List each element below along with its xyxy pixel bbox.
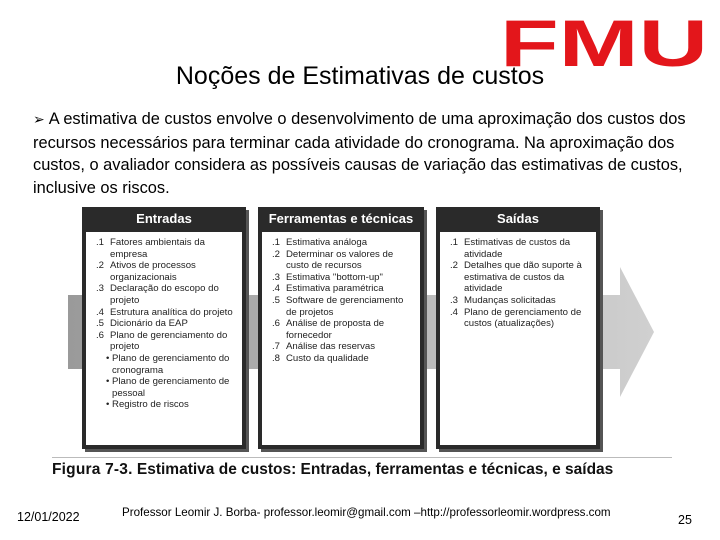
slide-title-text: Noções de Estimativas de custos — [175, 62, 545, 90]
page-number: 25 — [678, 513, 692, 527]
list-item: .3 Declaração do escopo do projeto — [95, 283, 219, 306]
column-list — [440, 232, 596, 445]
column-ferramentas — [258, 207, 424, 449]
footer-credits: Professor Leomir J. Borba- professor.leomir@gmail.com –http://professorleomir.wordpress.com — [122, 506, 611, 519]
column-header: Saídas — [497, 211, 539, 226]
list-item: .2 Determinar os valores de custo de recursos — [271, 248, 394, 272]
list-item: .5 Software de gerenciamento de projetos — [271, 294, 404, 318]
fmu-logo-text: FMU — [500, 14, 708, 70]
caption-label: Figura 7-3. — [52, 461, 133, 478]
list-item: .3 Mudanças solicitadas — [449, 294, 556, 306]
list-item: .8 Custo da qualidade — [271, 352, 369, 364]
sub-item: • Plano de gerenciamento do cronograma — [106, 352, 230, 376]
list-item: .4 Estrutura analítica do projeto — [95, 306, 233, 318]
list-item: .1 Fatores ambientais da empresa — [95, 237, 205, 260]
sub-item: • Registro de riscos — [106, 399, 189, 411]
column-saidas — [436, 207, 600, 449]
list-item: .4 Estimativa paramétrica — [271, 283, 384, 295]
column-list — [262, 232, 420, 445]
list-item: .6 Plano de gerenciamento do projeto — [95, 329, 228, 353]
list-item: .1 Estimativa análoga — [271, 237, 368, 248]
caption-divider — [52, 457, 672, 458]
arrow-bullet-icon: ➢ — [33, 112, 45, 128]
list-item: .2 Ativos de processos organizacionais — [95, 260, 196, 283]
list-item: .5 Dicionário da EAP — [95, 318, 188, 330]
column-list — [86, 232, 242, 445]
list-item: .4 Plano de gerenciamento de custos (atualizações) — [449, 306, 582, 330]
footer-date: 12/01/2022 — [17, 510, 80, 524]
bullet-paragraph — [33, 108, 693, 199]
list-item: .3 Estimativa "bottom-up" — [271, 271, 383, 283]
process-figure — [50, 205, 670, 463]
list-item: .7 Análise das reservas — [271, 341, 376, 353]
slide-title — [0, 62, 720, 91]
list-item: .6 Análise de proposta de fornecedor — [271, 318, 385, 341]
figure-caption — [52, 461, 613, 479]
column-entradas — [82, 207, 246, 449]
caption-text: Estimativa de custos: Entradas, ferramentas e técnicas, e saídas — [132, 461, 614, 478]
column-header: Entradas — [136, 211, 192, 226]
list-item: .1 Estimativas de custos da atividade — [449, 237, 571, 260]
column-header: Ferramentas e técnicas — [268, 211, 414, 226]
sub-item: • Plano de gerenciamento de pessoal — [106, 376, 230, 399]
list-item: .2 Detalhes que dão suporte à estimativa de custos da atividade — [449, 260, 582, 295]
bullet-text: A estimativa de custos envolve o desenvolvimento de uma aproximação dos custos dos recursos necessários para terminar cada atividade do cronograma. Na aproximação dos custos, o avaliador considera as possíveis causas de variação das estimativas de custos, inclusive os riscos. — [33, 110, 686, 197]
